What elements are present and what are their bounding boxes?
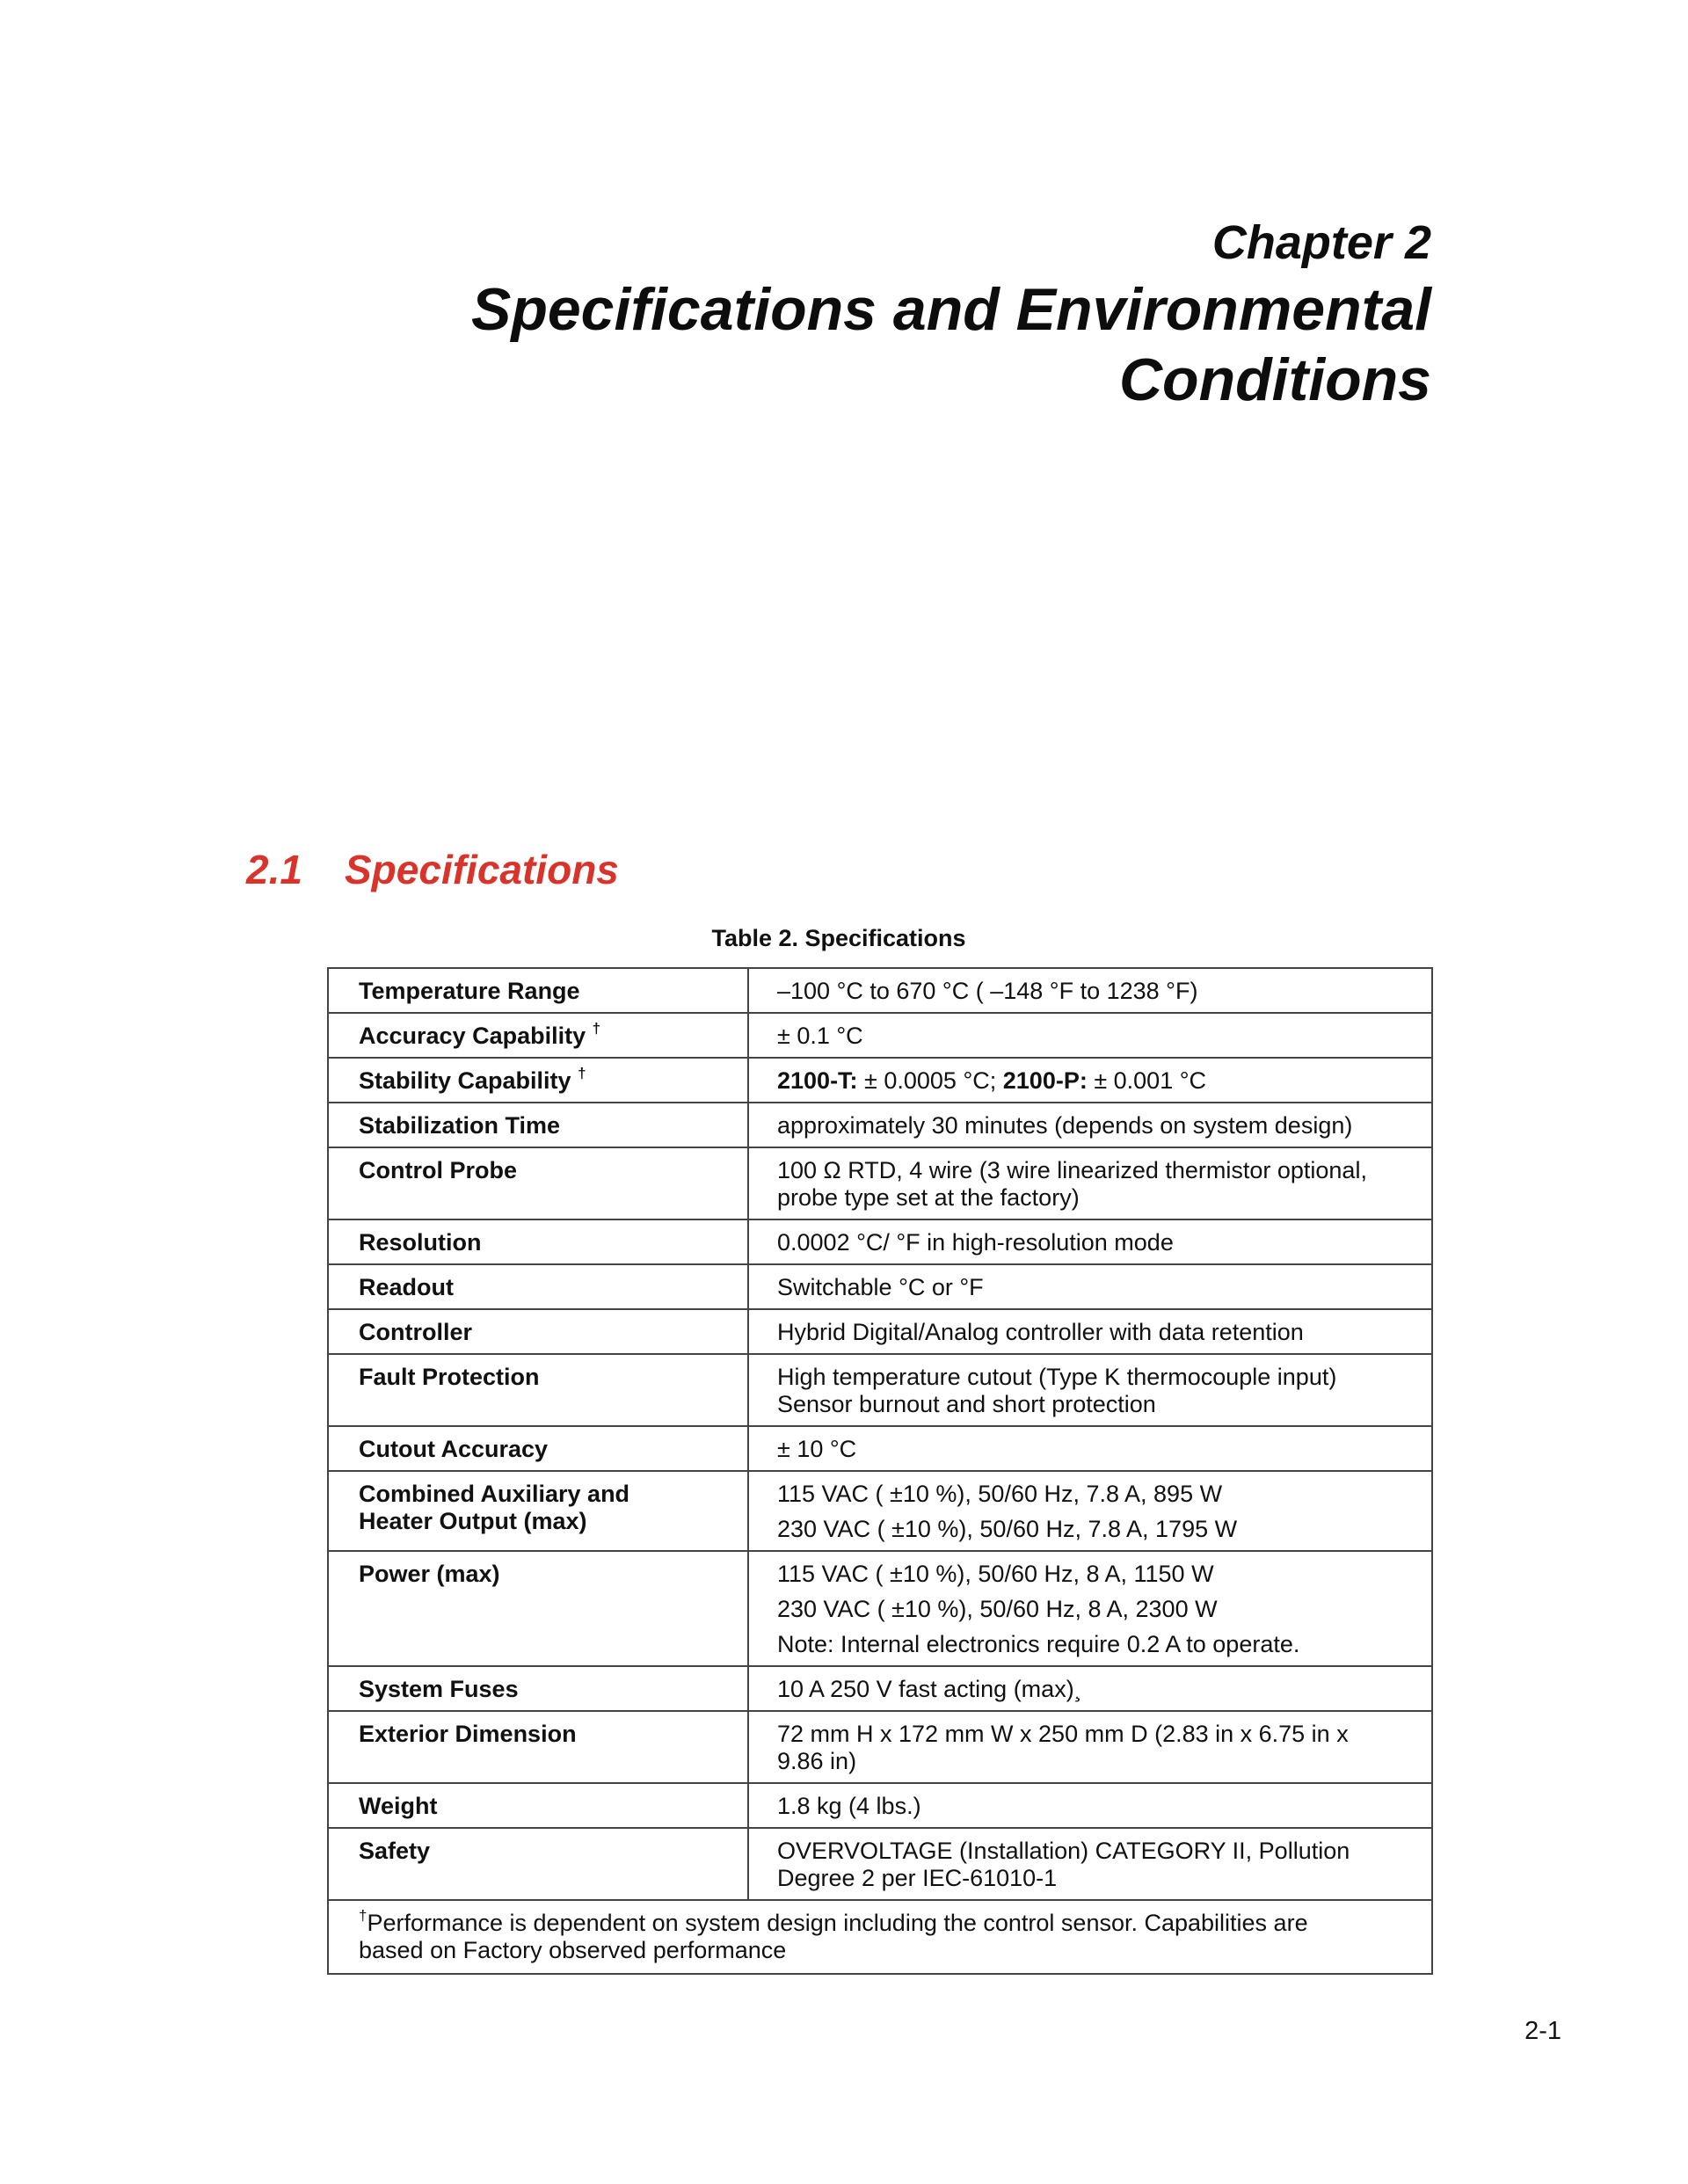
table-row — [328, 1426, 1432, 1471]
section-number: 2.1 — [246, 847, 302, 892]
spec-label-line: Combined Auxiliary and — [359, 1481, 630, 1507]
spec-label-text: Stability Capability — [359, 1067, 571, 1094]
spec-value-line: ± 10 °C — [777, 1436, 857, 1462]
model-t-label: 2100-T: — [777, 1067, 858, 1094]
table-row — [328, 1551, 1432, 1666]
spec-value — [748, 1666, 1432, 1711]
chapter-title-line-1: Specifications and Environmental — [470, 276, 1431, 343]
spec-value — [748, 1828, 1432, 1900]
dagger-mark: † — [592, 1020, 601, 1037]
spec-label: Readout — [328, 1264, 748, 1309]
spec-value — [748, 1219, 1432, 1264]
spec-value — [748, 1264, 1432, 1309]
table-row — [328, 1058, 1432, 1103]
spec-value-line: 100 Ω RTD, 4 wire (3 wire linearized thermistor optional, — [777, 1157, 1367, 1183]
table-row — [328, 1147, 1432, 1219]
chapter-title — [471, 274, 1431, 415]
spec-label: Weight — [328, 1783, 748, 1828]
table-row — [328, 1711, 1432, 1783]
spec-value — [748, 1783, 1432, 1828]
dagger-mark: † — [359, 1907, 367, 1924]
spec-label: Control Probe — [328, 1147, 748, 1219]
spec-value-line: 9.86 in) — [777, 1748, 857, 1774]
spec-value — [748, 1147, 1432, 1219]
spec-value-line: 230 VAC ( ±10 %), 50/60 Hz, 8 A, 2300 W — [777, 1596, 1218, 1622]
spec-value-line: –100 °C to 670 °C ( –148 °F to 1238 °F) — [777, 978, 1198, 1004]
spec-value-line: Degree 2 per IEC-61010-1 — [777, 1865, 1058, 1891]
table-row — [328, 1828, 1432, 1900]
spec-value — [748, 1354, 1432, 1426]
spec-label: Power (max) — [328, 1551, 748, 1666]
spec-label-line: Heater Output (max) — [359, 1508, 587, 1534]
spec-label: Exterior Dimension — [328, 1711, 748, 1783]
footnote-text: Performance is dependent on system design including the control sensor. Capabilities are — [367, 1910, 1308, 1936]
chapter-title-line-2: Conditions — [1118, 346, 1431, 413]
spec-label: System Fuses — [328, 1666, 748, 1711]
specifications-table — [327, 967, 1433, 1975]
spec-label: Temperature Range — [328, 968, 748, 1013]
spec-value — [748, 1058, 1432, 1103]
table-caption: Table 2. Specifications — [711, 925, 966, 951]
dagger-mark: † — [578, 1065, 586, 1081]
table-row — [328, 1013, 1432, 1058]
footnote-line: based on Factory observed performance — [359, 1937, 787, 1963]
table-row — [328, 1264, 1432, 1309]
model-p-value: ± 0.001 °C — [1087, 1067, 1207, 1094]
spec-value — [748, 1471, 1432, 1551]
table-row — [328, 1354, 1432, 1426]
spec-value-line: 115 VAC ( ±10 %), 50/60 Hz, 8 A, 1150 W — [777, 1561, 1214, 1587]
spec-label: Resolution — [328, 1219, 748, 1264]
page-number: 2-1 — [1524, 2017, 1561, 2045]
spec-label: Stabilization Time — [328, 1103, 748, 1147]
spec-label — [328, 1058, 748, 1103]
spec-value-line: High temperature cutout (Type K thermocouple input) — [777, 1364, 1337, 1390]
spec-value — [748, 1551, 1432, 1666]
spec-value-line: Hybrid Digital/Analog controller with data retention — [777, 1319, 1304, 1345]
spec-label: Safety — [328, 1828, 748, 1900]
spec-value-line: Note: Internal electronics require 0.2 A to operate. — [777, 1631, 1300, 1657]
chapter-heading — [471, 215, 1431, 415]
table-row — [328, 1219, 1432, 1264]
section-heading — [246, 846, 619, 893]
spec-value — [748, 1711, 1432, 1783]
table-row — [328, 1471, 1432, 1551]
footnote-line — [359, 1907, 1417, 1937]
spec-value-line: approximately 30 minutes (depends on system design) — [777, 1112, 1353, 1139]
spec-value-line: Switchable °C or °F — [777, 1274, 984, 1300]
table-row — [328, 1666, 1432, 1711]
spec-value-line: Sensor burnout and short protection — [777, 1391, 1156, 1417]
model-p-label: 2100-P: — [1002, 1067, 1088, 1094]
spec-value-line: 230 VAC ( ±10 %), 50/60 Hz, 7.8 A, 1795 W — [777, 1516, 1238, 1542]
table-footnote-row — [328, 1900, 1432, 1974]
spec-value-line: 115 VAC ( ±10 %), 50/60 Hz, 7.8 A, 895 W — [777, 1481, 1223, 1507]
spec-value-line: 10 A 250 V fast acting (max)¸ — [777, 1676, 1082, 1702]
spec-label-text: Accuracy Capability — [359, 1023, 586, 1049]
table-row — [328, 1103, 1432, 1147]
chapter-label: Chapter 2 — [1211, 216, 1431, 269]
spec-value-line: 0.0002 °C/ °F in high-resolution mode — [777, 1229, 1174, 1256]
spec-value — [748, 1309, 1432, 1354]
spec-label — [328, 1013, 748, 1058]
table-footnote — [328, 1900, 1432, 1974]
spec-label: Controller — [328, 1309, 748, 1354]
table-row — [328, 1783, 1432, 1828]
model-t-value: ± 0.0005 °C; — [857, 1067, 1003, 1094]
section-title: Specifications — [345, 847, 619, 892]
table-row — [328, 968, 1432, 1013]
spec-value — [748, 1013, 1432, 1058]
spec-value-line: OVERVOLTAGE (Installation) CATEGORY II, Pollution — [777, 1838, 1350, 1864]
spec-value-line: probe type set at the factory) — [777, 1184, 1080, 1211]
spec-value — [748, 1426, 1432, 1471]
spec-value-line: ± 0.1 °C — [777, 1023, 863, 1049]
table-row — [328, 1309, 1432, 1354]
spec-value-line: 72 mm H x 172 mm W x 250 mm D (2.83 in x 6.75 in x — [777, 1721, 1349, 1747]
spec-value — [748, 968, 1432, 1013]
spec-label: Fault Protection — [328, 1354, 748, 1426]
spec-value — [748, 1103, 1432, 1147]
spec-value-line: 1.8 kg (4 lbs.) — [777, 1793, 921, 1819]
spec-label — [328, 1471, 748, 1551]
spec-label: Cutout Accuracy — [328, 1426, 748, 1471]
